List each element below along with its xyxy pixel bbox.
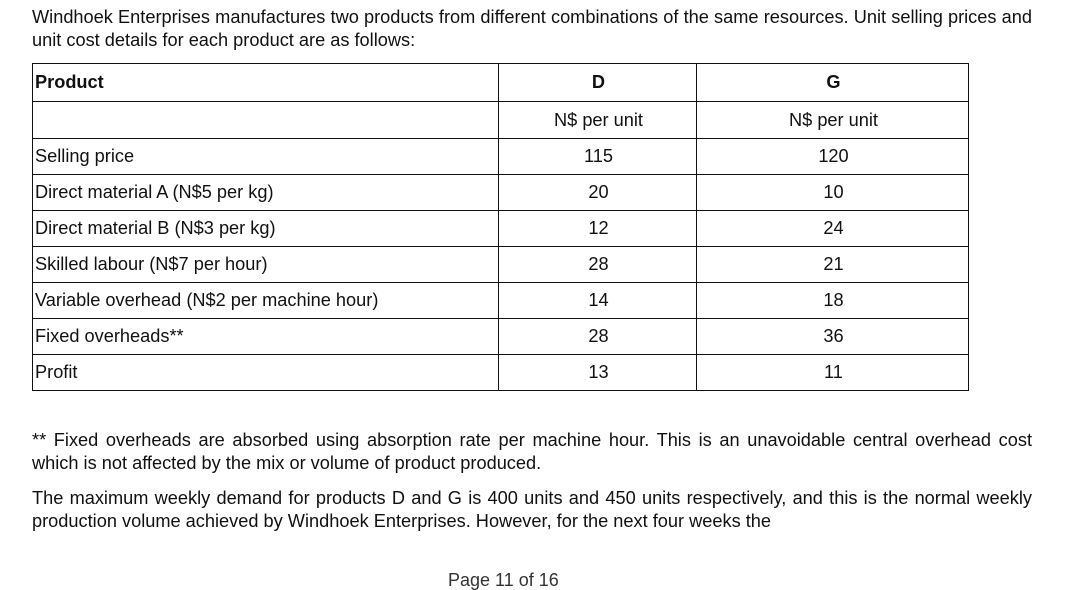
table-row bbox=[33, 175, 969, 211]
units-label-cell bbox=[33, 102, 499, 139]
value-d: 12 bbox=[499, 211, 697, 247]
table-row bbox=[33, 139, 969, 175]
value-g: 24 bbox=[697, 211, 969, 247]
product-header: Product bbox=[33, 64, 499, 102]
footnote-paragraph: ** Fixed overheads are absorbed using absorption rate per machine hour. This is an unavoidable central overhead cost which is not affected by the mix or volume of product produced. bbox=[32, 430, 1032, 473]
product-g-header: G bbox=[697, 64, 969, 102]
product-d-header: D bbox=[499, 64, 697, 102]
table-header-row bbox=[33, 64, 969, 102]
page-number: Page 11 of 16 bbox=[448, 570, 559, 590]
table-row bbox=[33, 319, 969, 355]
value-d: 20 bbox=[499, 175, 697, 211]
value-d: 14 bbox=[499, 283, 697, 319]
unit-g-cell: N$ per unit bbox=[697, 102, 969, 139]
intro-paragraph: Windhoek Enterprises manufactures two products from different combinations of the same resources. Unit selling prices and unit cost details for each product are as follows: bbox=[32, 7, 1032, 50]
value-d: 13 bbox=[499, 355, 697, 391]
row-label: Profit bbox=[33, 355, 499, 391]
row-label: Selling price bbox=[33, 139, 499, 175]
row-label: Fixed overheads** bbox=[33, 319, 499, 355]
product-cost-table bbox=[32, 63, 969, 391]
table-row bbox=[33, 355, 969, 391]
units-row bbox=[33, 102, 969, 139]
table-row bbox=[33, 247, 969, 283]
value-g: 21 bbox=[697, 247, 969, 283]
value-g: 10 bbox=[697, 175, 969, 211]
unit-d-cell: N$ per unit bbox=[499, 102, 697, 139]
value-g: 36 bbox=[697, 319, 969, 355]
row-label: Direct material A (N$5 per kg) bbox=[33, 175, 499, 211]
table-row bbox=[33, 283, 969, 319]
row-label: Direct material B (N$3 per kg) bbox=[33, 211, 499, 247]
demand-paragraph: The maximum weekly demand for products D and G is 400 units and 450 units respectively, and this is the normal weekly production volume achieved by Windhoek Enterprises. However, for the next four weeks the bbox=[32, 488, 1032, 531]
table-row bbox=[33, 211, 969, 247]
value-g: 120 bbox=[697, 139, 969, 175]
value-g: 18 bbox=[697, 283, 969, 319]
value-d: 115 bbox=[499, 139, 697, 175]
value-d: 28 bbox=[499, 319, 697, 355]
value-d: 28 bbox=[499, 247, 697, 283]
row-label: Skilled labour (N$7 per hour) bbox=[33, 247, 499, 283]
row-label: Variable overhead (N$2 per machine hour) bbox=[33, 283, 499, 319]
value-g: 11 bbox=[697, 355, 969, 391]
